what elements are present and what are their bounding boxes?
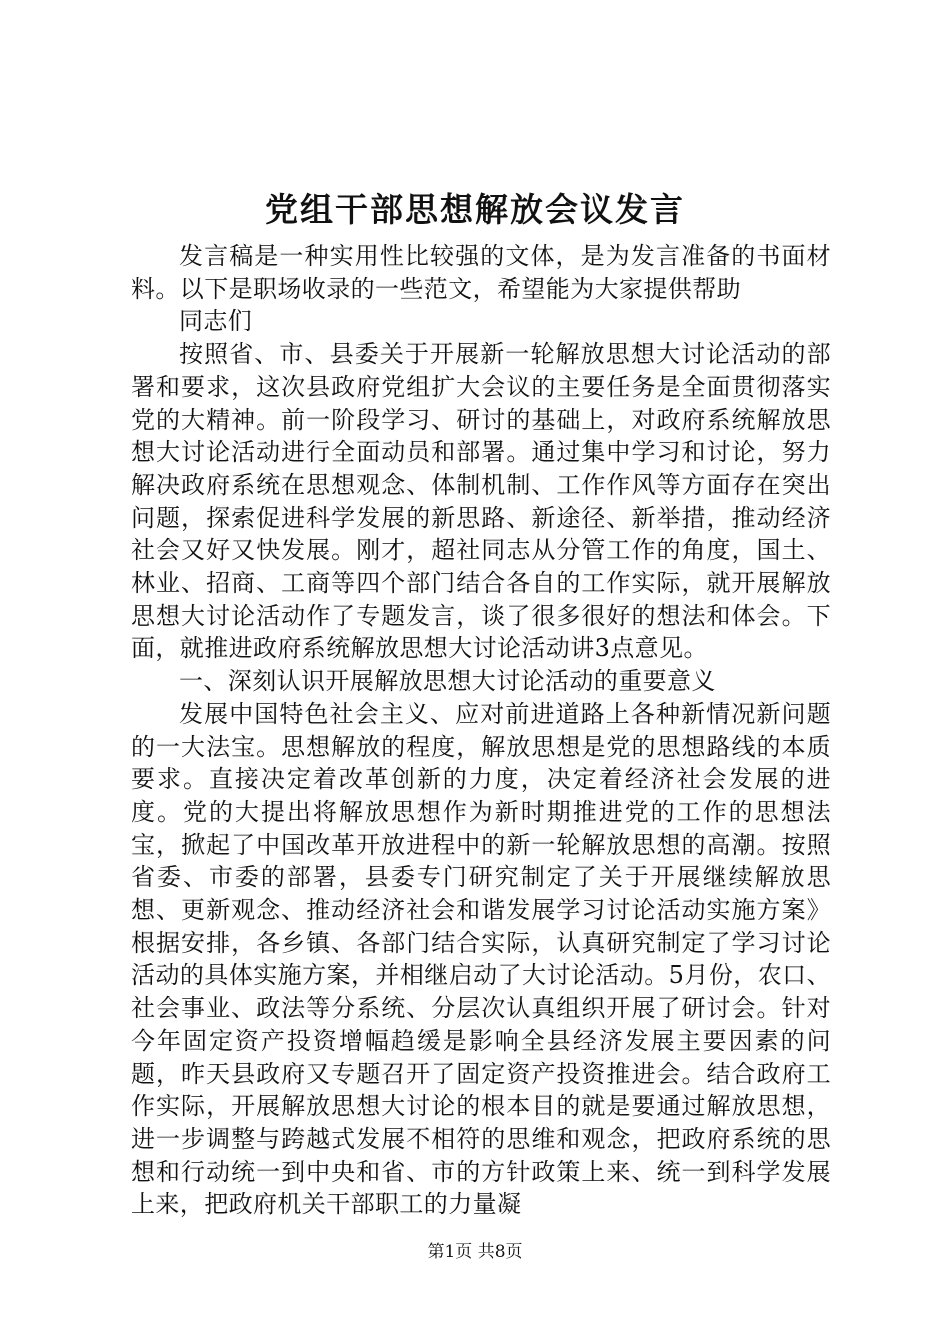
document-title: 党组干部思想解放会议发言 [265, 190, 685, 229]
paragraph-salutation: 同志们 [179, 307, 253, 336]
paragraph-intro: 发言稿是一种实用性比较强的文体，是为发言准备的书面材料。以下是职场收录的一些范文，希望能为大家提供帮助 [131, 242, 831, 303]
paragraph-body-2: 发展中国特色社会主义、应对前进道路上各种新情况新问题的一大法宝。思想解放的程度，解放思想是党的思想路线的本质要求。直接决定着改革创新的力度，决定着经济社会发展的进度。党的大提出将解放思想作为新时期推进党的工作的思想法宝，掀起了中国改革开放进程中的新一轮解放思想的高潮。按照省委、市委的部署，县委专门研究制定了关于开展继续解放思想、更新观念、推动经济社会和谐发展学习讨论活动实施方案》根据安排，各乡镇、各部门结合实际，认真研究制定了学习讨论活动的具体实施方案，并相继启动了大讨论活动。5月份，农口、社会事业、政法等分系统、分层次认真组织开展了研讨会。针对今年固定资产投资增幅趋缓是影响全县经济发展主要因素的问题，昨天县政府又专题召开了固定资产投资推进会。结合政府工作实际，开展解放思想大讨论的根本目的就是要通过解放思想，进一步调整与跨越式发展不相符的思维和观念，把政府系统的思想和行动统一到中央和省、市的方针政策上来、统一到科学发展上来，把政府机关干部职工的力量凝 [131, 699, 831, 1219]
document-body [131, 240, 831, 1221]
paragraph-body-1: 按照省、市、县委关于开展新一轮解放思想大讨论活动的部署和要求，这次县政府党组扩大会议的主要任务是全面贯彻落实党的大精神。前一阶段学习、研讨的基础上，对政府系统解放思想大讨论活动进行全面动员和部署。通过集中学习和讨论，努力解决政府系统在思想观念、体制机制、工作作风等方面存在突出问题，探索促进科学发展的新思路、新途径、新举措，推动经济社会又好又快发展。刚才，超社同志从分管工作的角度，国土、林业、招商、工商等四个部门结合各自的工作实际，就开展解放思想大讨论活动作了专题发言，谈了很多很好的想法和体会。下面，就推进政府系统解放思想大讨论活动讲3点意见。 [131, 340, 831, 663]
page-footer [0, 1240, 950, 1264]
section-heading-1: 一、深刻认识开展解放思想大讨论活动的重要意义 [179, 667, 716, 696]
page-indicator: 第1页 共8页 [427, 1242, 523, 1262]
